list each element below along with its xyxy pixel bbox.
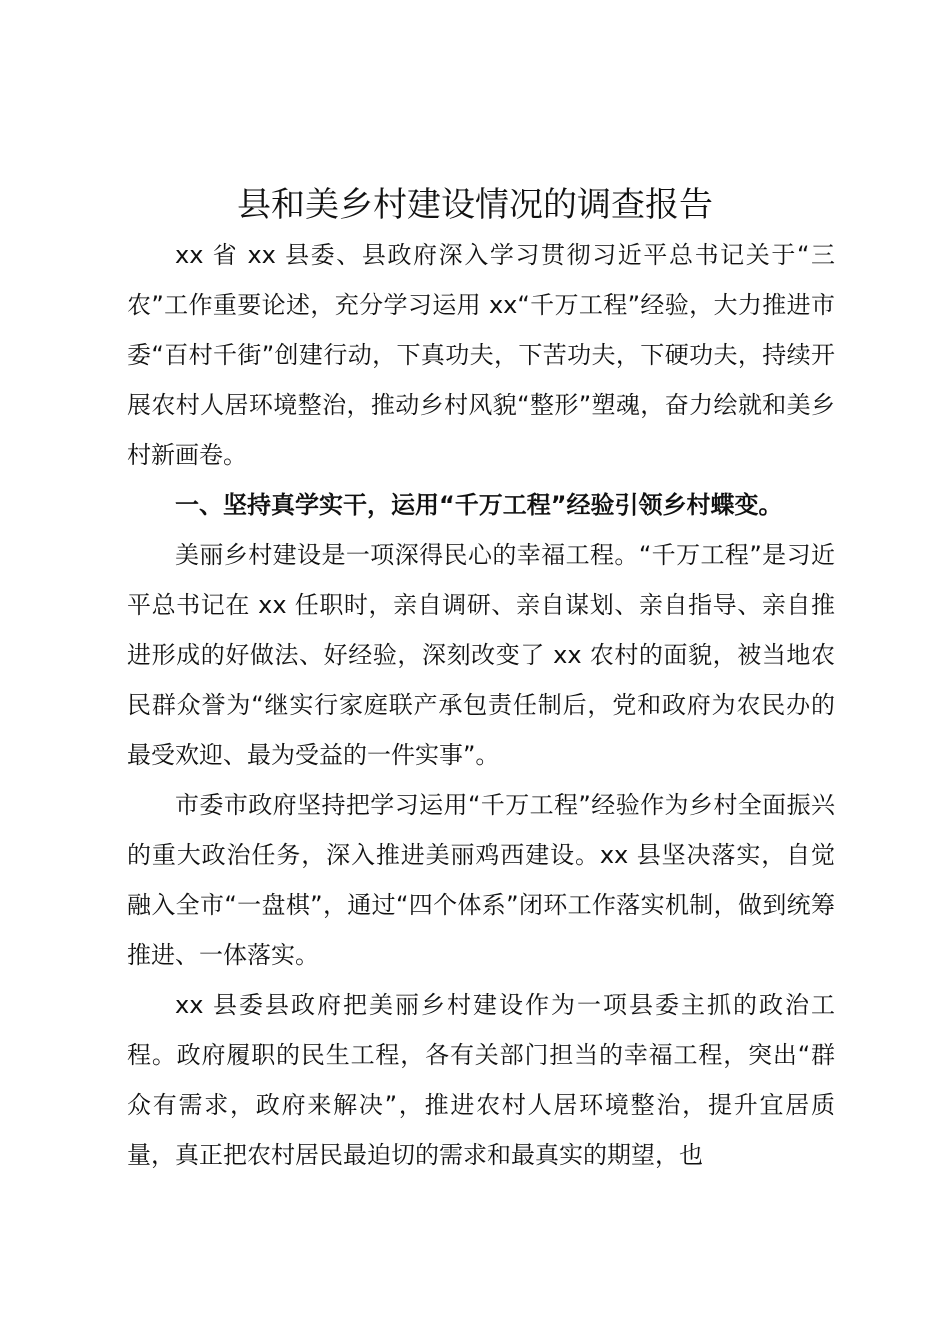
paragraph-intro: xx 省 xx 县委、县政府深入学习贯彻习近平总书记关于“三农”工作重要论述，充分学习运用 xx“千万工程”经验，大力推进市委“百村千街”创建行动，下真功夫，下苦功夫，下硬功夫，持续开展农村人居环境整治，推动乡村风貌“整形”塑魂，奋力绘就和美乡村新画卷。 [127, 241, 835, 469]
paragraph-municipal-committee: 市委市政府坚持把学习运用“千万工程”经验作为乡村全面振兴的重大政治任务，深入推进美丽鸡西建设。xx 县坚决落实，自觉融入全市“一盘棋”，通过“四个体系”闭环工作落实机制，做到统筹推进、一体落实。 [127, 791, 835, 969]
paragraph-county-committee: xx 县委县政府把美丽乡村建设作为一项县委主抓的政治工程。政府履职的民生工程，各有关部门担当的幸福工程，突出“群众有需求，政府来解决”，推进农村人居环境整治，提升宜居质量，真正把农村居民最迫切的需求和最真实的期望，也 [127, 991, 835, 1169]
document-title: 县和美乡村建设情况的调查报告 [237, 185, 713, 225]
document-body [127, 230, 835, 1180]
section-heading-1: 一、坚持真学实干，运用“千万工程”经验引领乡村蝶变。 [175, 491, 783, 519]
paragraph-beautiful-village: 美丽乡村建设是一项深得民心的幸福工程。“千万工程”是习近平总书记在 xx 任职时，亲自调研、亲自谋划、亲自指导、亲自推进形成的好做法、好经验，深刻改变了 xx 农村的面貌，被当地农民群众誉为“继实行家庭联产承包责任制后，党和政府为农民办的最受欢迎、最为受益的一件实事”。 [127, 541, 835, 769]
